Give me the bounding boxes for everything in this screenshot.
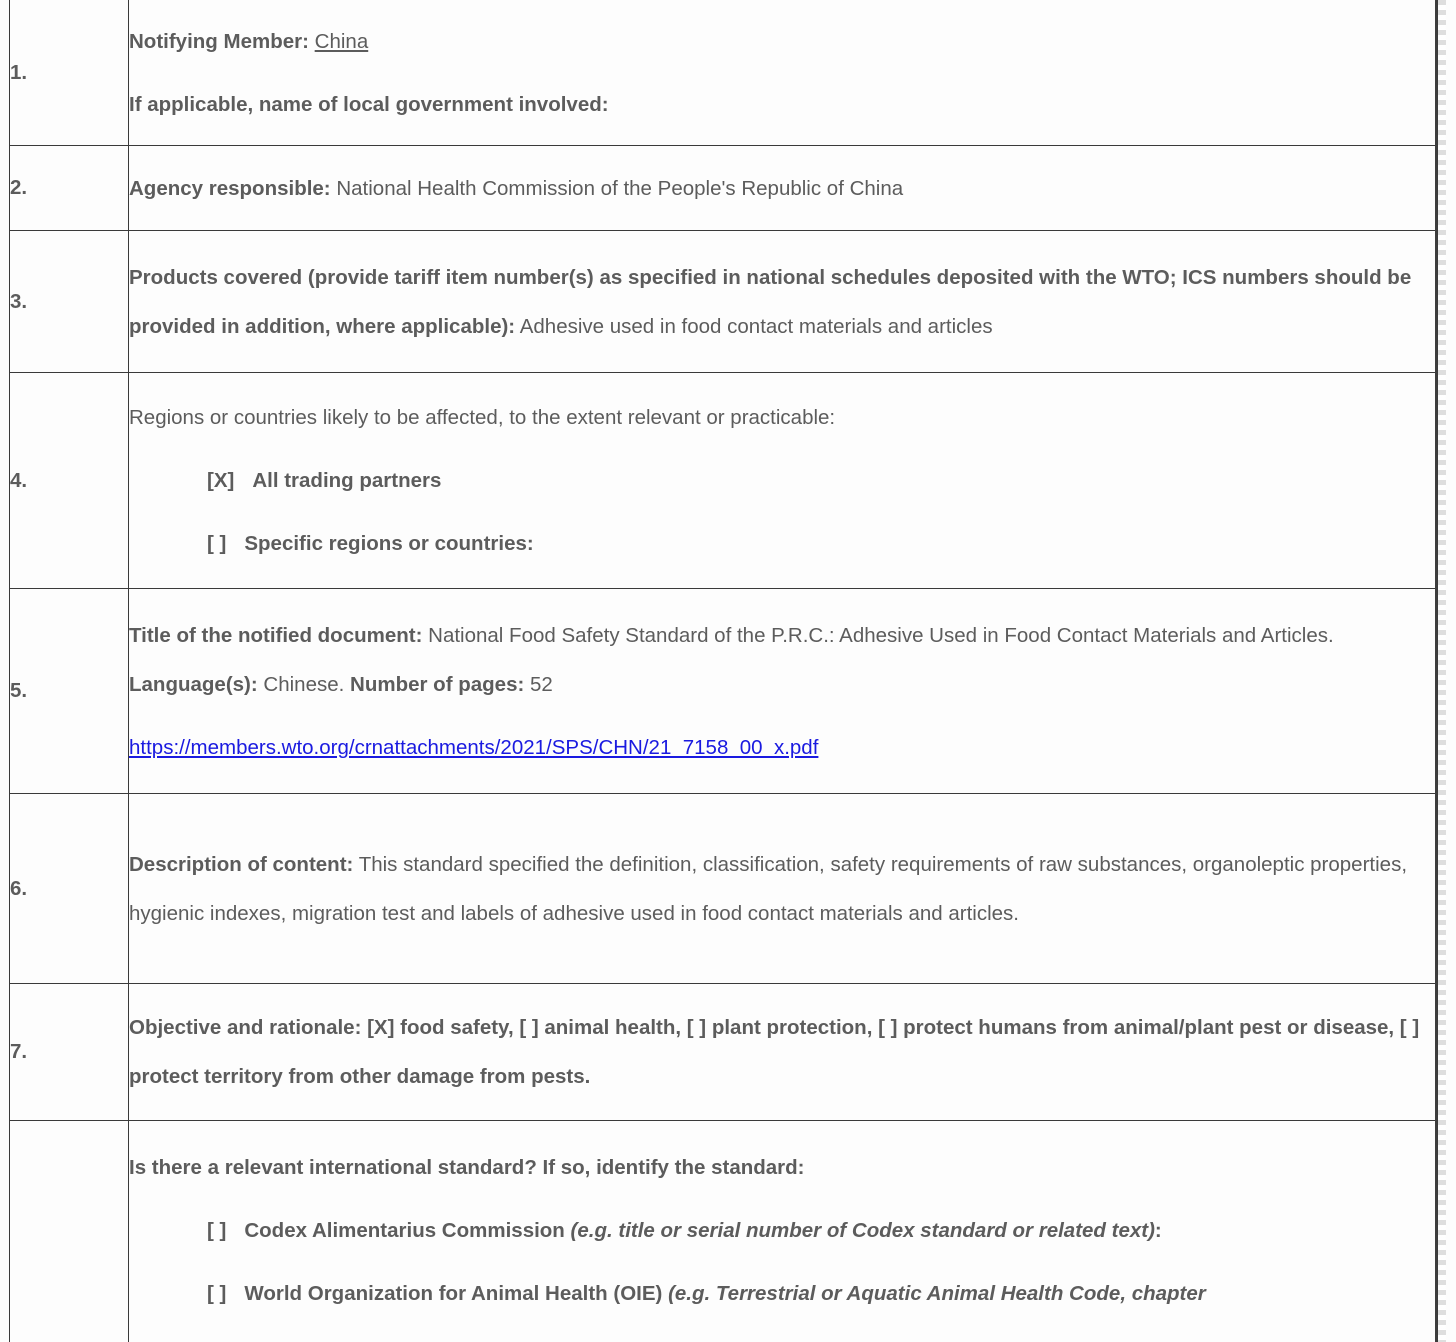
products-covered-label: Products covered (provide tariff item number(s) as specified in national schedules deposited with the WTO; ICS numbers should be provided in addition, where applicable): bbox=[129, 265, 1412, 338]
standard-option-codex-label: Codex Alimentarius Commission bbox=[244, 1219, 565, 1242]
notified-document-line bbox=[129, 611, 1437, 709]
page-right-border bbox=[1435, 0, 1437, 1342]
language-value: Chinese. bbox=[263, 672, 345, 696]
local-government-line bbox=[129, 80, 1437, 129]
row-number-7: 7. bbox=[10, 984, 129, 1121]
table-row-5 bbox=[10, 589, 1438, 794]
regions-option-specific[interactable] bbox=[129, 519, 1437, 568]
international-standard-label: Is there a relevant international standard? If so, identify the standard: bbox=[129, 1156, 805, 1179]
products-covered-value: Adhesive used in food contact materials and articles bbox=[519, 314, 993, 338]
notification-table bbox=[9, 0, 1438, 1342]
row-content-8 bbox=[129, 1121, 1438, 1342]
agency-responsible-label: Agency responsible: bbox=[129, 176, 331, 200]
description-value: This standard specified the definition, classification, safety requirements of raw substances, organoleptic properties, hygienic indexes, migration test and labels of adhesive used in food contact materials and articles. bbox=[129, 852, 1408, 925]
pages-value: 52 bbox=[530, 672, 553, 696]
row-content-6 bbox=[129, 794, 1438, 984]
row-content-1 bbox=[129, 0, 1438, 146]
row-content-3 bbox=[129, 231, 1438, 373]
spacer bbox=[129, 505, 1437, 519]
row-number-5: 5. bbox=[10, 589, 129, 794]
table-row-4 bbox=[10, 373, 1438, 589]
row-content-5 bbox=[129, 589, 1438, 794]
table-row-7 bbox=[10, 984, 1438, 1121]
agency-responsible-line bbox=[129, 164, 1437, 213]
table-row-8 bbox=[10, 1121, 1438, 1342]
spacer bbox=[129, 1192, 1437, 1206]
description-label: Description of content: bbox=[129, 852, 354, 876]
checkbox-oie[interactable]: [ ] bbox=[207, 1282, 227, 1305]
page-edge-indicator bbox=[1438, 0, 1446, 1342]
regions-option-specific-label: Specific regions or countries: bbox=[244, 532, 534, 555]
row-number-2: 2. bbox=[10, 146, 129, 231]
row-number-8 bbox=[10, 1121, 129, 1342]
regions-affected-label: Regions or countries likely to be affected, to the extent relevant or practicable: bbox=[129, 406, 836, 429]
table-row-2 bbox=[10, 146, 1438, 231]
local-government-label: If applicable, name of local government involved: bbox=[129, 92, 609, 116]
standard-option-codex-example: (e.g. title or serial number of Codex standard or related text) bbox=[570, 1219, 1155, 1242]
agency-responsible-value: National Health Commission of the People's Republic of China bbox=[336, 176, 904, 200]
table-row-3 bbox=[10, 231, 1438, 373]
table-row-1 bbox=[10, 0, 1438, 146]
standard-option-oie-code-title: Terrestrial or Aquatic Animal Health Code bbox=[715, 1282, 1121, 1305]
notifying-member-line bbox=[129, 17, 1437, 66]
spacer bbox=[129, 709, 1437, 723]
notified-document-link[interactable]: https://members.wto.org/crnattachments/2021/SPS/CHN/21_7158_00_x.pdf bbox=[129, 735, 819, 759]
checkbox-all-trading-partners[interactable]: [X] bbox=[207, 469, 235, 492]
row-content-2 bbox=[129, 146, 1438, 231]
products-covered-line bbox=[129, 253, 1437, 351]
table-row-6 bbox=[10, 794, 1438, 984]
row-number-6: 6. bbox=[10, 794, 129, 984]
row-content-7 bbox=[129, 984, 1438, 1121]
spacer bbox=[129, 66, 1437, 80]
row-number-4: 4. bbox=[10, 373, 129, 589]
spacer bbox=[129, 1255, 1437, 1269]
spacer bbox=[129, 442, 1437, 456]
notifying-member-label: Notifying Member: bbox=[129, 29, 309, 53]
row-content-4 bbox=[129, 373, 1438, 589]
checkbox-specific-regions[interactable]: [ ] bbox=[207, 532, 227, 555]
title-value: National Food Safety Standard of the P.R.C.: Adhesive Used in Food Contact Materials and Articles. bbox=[428, 623, 1334, 647]
objective-and-rationale-text: Objective and rationale: [X] food safety, [ ] animal health, [ ] plant protection, [ ] protect humans from animal/plant pest or disease, [ ] protect territory from other damage from pests. bbox=[129, 1016, 1420, 1088]
row-number-3: 3. bbox=[10, 231, 129, 373]
standard-option-oie-example-tail: , chapter bbox=[1120, 1282, 1206, 1305]
language-label: Language(s): bbox=[129, 672, 258, 696]
description-of-content-line bbox=[129, 840, 1437, 938]
checkbox-codex[interactable]: [ ] bbox=[207, 1219, 227, 1242]
regions-option-all-label: All trading partners bbox=[252, 469, 442, 492]
notifying-member-value: China bbox=[314, 29, 369, 53]
title-label: Title of the notified document: bbox=[129, 623, 423, 647]
regions-option-all[interactable] bbox=[129, 456, 1437, 505]
standard-option-oie-example-lead: (e.g. bbox=[668, 1282, 716, 1305]
standard-option-codex[interactable] bbox=[129, 1206, 1437, 1255]
standard-option-oie[interactable] bbox=[129, 1269, 1437, 1318]
row-number-1: 1. bbox=[10, 0, 129, 146]
standard-option-codex-tail: : bbox=[1154, 1219, 1162, 1242]
pages-label: Number of pages: bbox=[350, 672, 525, 696]
document-link-line bbox=[129, 723, 1437, 772]
standard-option-oie-label: World Organization for Animal Health (OIE) bbox=[244, 1282, 663, 1305]
